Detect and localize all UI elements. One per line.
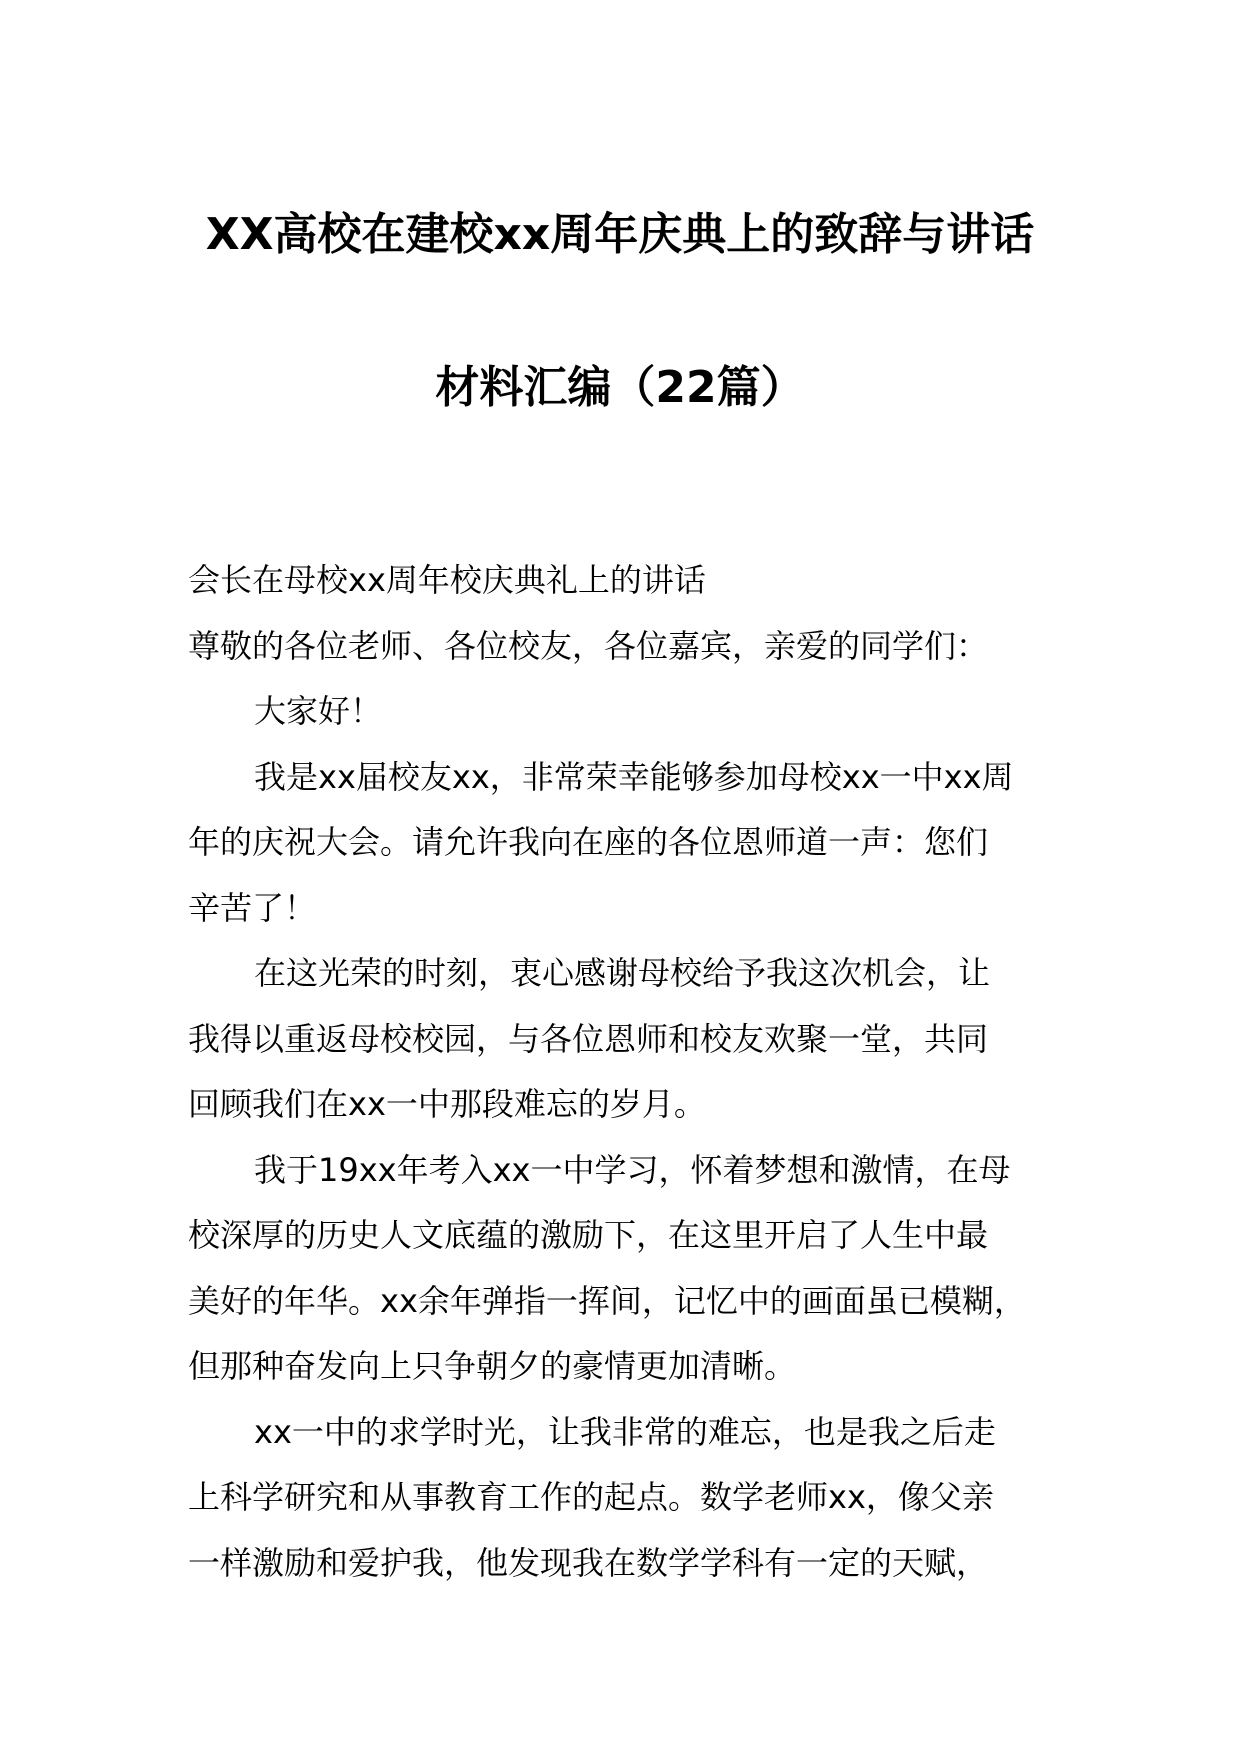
document-title-line-2: 材料汇编（22篇） (435, 362, 805, 413)
body-line: xx一中的求学时光，让我非常的难忘，也是我之后走 (254, 1412, 996, 1451)
body-line: 会长在母校xx周年校庆典礼上的讲话 (188, 561, 706, 599)
body-line: 我得以重返母校校园，与各位恩师和校友欢聚一堂，共同 (188, 1019, 989, 1058)
body-line: 一样激励和爱护我，他发现我在数学学科有一定的天赋， (188, 1543, 989, 1582)
document-title-line-1: XX高校在建校xx周年庆典上的致辞与讲话 (205, 209, 1035, 260)
body-line: 尊敬的各位老师、各位校友，各位嘉宾，亲爱的同学们： (188, 626, 989, 665)
body-line: 我于19xx年考入xx一中学习，怀着梦想和激情，在母 (254, 1150, 1011, 1189)
body-line: 我是xx届校友xx，非常荣幸能够参加母校xx一中xx周 (254, 757, 1014, 796)
body-line: 美好的年华。xx余年弹指一挥间，记忆中的画面虽已模糊， (188, 1281, 1026, 1320)
body-line: 辛苦了！ (188, 888, 317, 927)
body-line: 年的庆祝大会。请允许我向在座的各位恩师道一声：您们 (188, 823, 989, 861)
body-line: 在这光荣的时刻，衷心感谢母校给予我这次机会，让 (254, 954, 991, 992)
body-line: 上科学研究和从事教育工作的起点。数学老师xx，像父亲 (188, 1478, 994, 1516)
body-line: 但那种奋发向上只争朝夕的豪情更加清晰。 (188, 1347, 797, 1385)
document-body (188, 548, 1088, 1596)
body-line: 校深厚的历史人文底蕴的激励下，在这里开启了人生中最 (188, 1216, 989, 1254)
body-line: 大家好！ (254, 692, 383, 730)
body-line: 回顾我们在xx一中那段难忘的岁月。 (188, 1085, 706, 1123)
